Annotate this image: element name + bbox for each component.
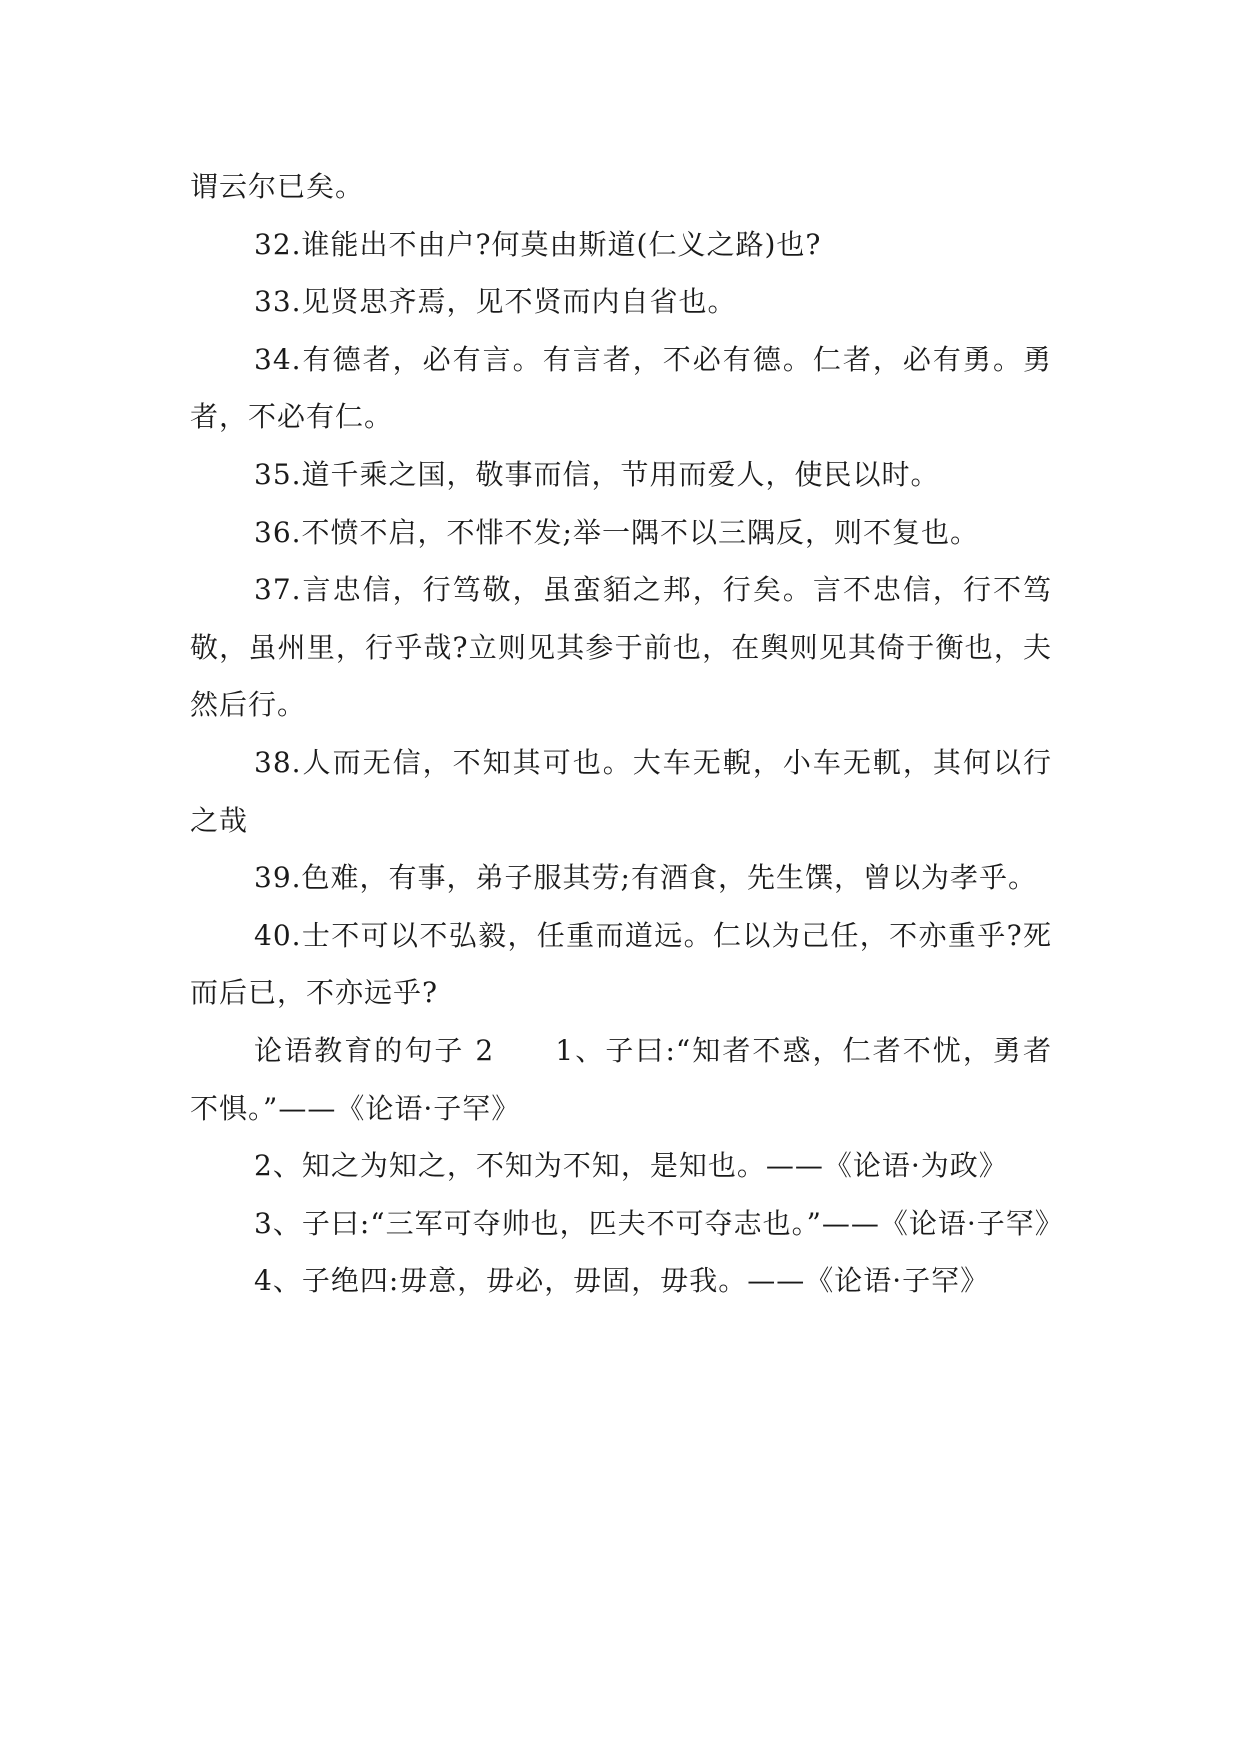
paragraph-section-2-item-4: 4、子绝四:毋意，毋必，毋固，毋我。——《论语·子罕》 [254,1264,990,1298]
paragraph-item-33: 33.见贤思齐焉，见不贤而内自省也。 [254,285,737,319]
document-body [190,158,1064,1310]
paragraph-item-32: 32.谁能出不由户?何莫由斯道(仁义之路)也? [254,227,822,261]
paragraph-item-34: 34.有德者，必有言。有言者，不必有德。仁者，必有勇。勇者，不必有仁。 [190,342,1052,434]
paragraph-item-37: 37.言忠信，行笃敬，虽蛮貊之邦，行矣。言不忠信，行不笃敬，虽州里，行乎哉?立则见其参于前也，在舆则见其倚于衡也，夫然后行。 [190,573,1052,722]
paragraph-section-2-item-1: 论语教育的句子 2 1、子曰:“知者不惑，仁者不忧，勇者不惧。”——《论语·子罕》 [190,1033,1052,1125]
paragraph-section-2-item-3: 3、子曰:“三军可夺帅也，匹夫不可夺志也。”——《论语·子罕》 [254,1206,1064,1240]
paragraph-section-2-item-2: 2、知之为知之，不知为不知，是知也。——《论语·为政》 [254,1149,1008,1183]
paragraph-item-38: 38.人而无信，不知其可也。大车无輗，小车无軏，其何以行之哉 [190,745,1052,837]
paragraph-item-40: 40.士不可以不弘毅，任重而道远。仁以为己任，不亦重乎?死而后已，不亦远乎? [190,918,1052,1010]
paragraph-item-36: 36.不愤不启，不悱不发;举一隅不以三隅反，则不复也。 [254,515,979,549]
paragraph-continuation: 谓云尔已矣。 [190,170,365,203]
paragraph-item-39: 39.色难，有事，弟子服其劳;有酒食，先生馔，曾以为孝乎。 [254,861,1037,895]
paragraph-item-35: 35.道千乘之国，敬事而信，节用而爱人，使民以时。 [254,457,940,491]
